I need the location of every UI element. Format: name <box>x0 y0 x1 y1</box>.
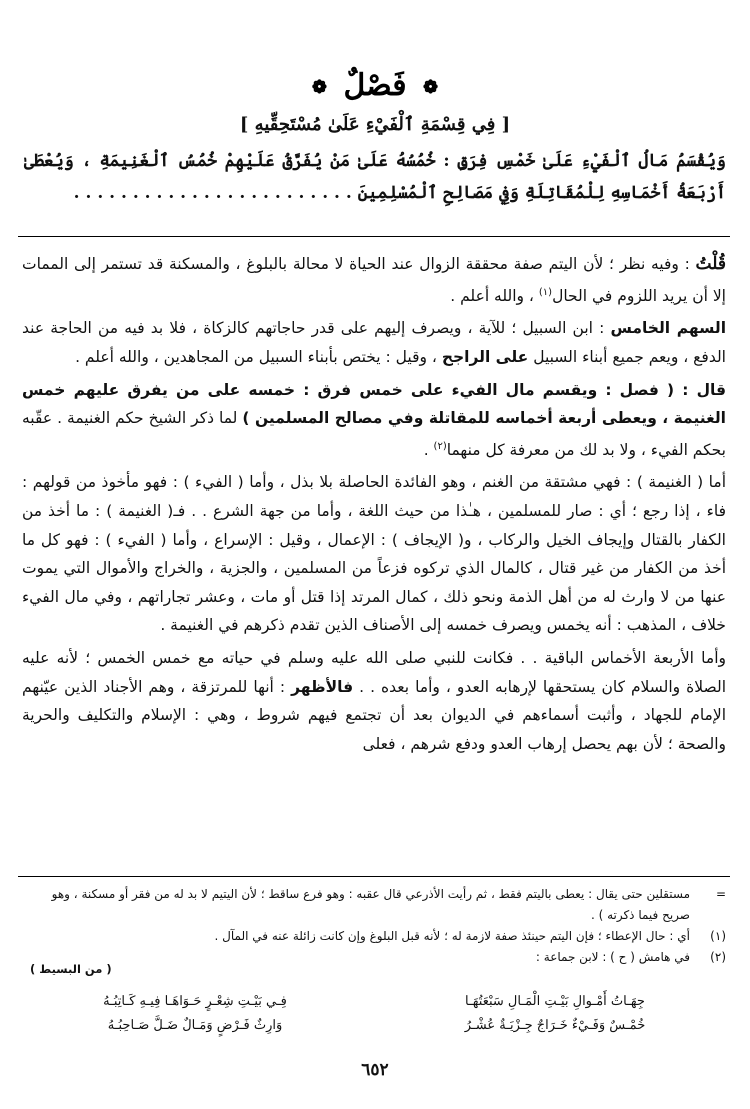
paragraph-text: ، وقيل : يختص بأبناء السبيل من المجاهدين ، والله أعلم . <box>75 347 442 366</box>
poem <box>40 990 710 1038</box>
footnote-text: مستقلين حتى يقال : يعطى باليتم فقط ، ثم رأيت الأذرعي قال عقبه : وهو فرع ساقط ؛ لأن اليتيم لا بد له من فقر أو مسكنة ، وهو صريح فيما ذكرته ) . <box>51 887 690 922</box>
poem-hemistich: فِـي بَيْـتِ شِعْـرٍ حَـوَاهَـا فِيـهِ كَـاتِبُـهُ <box>103 994 287 1009</box>
paragraph-text: . <box>423 440 434 459</box>
footnote-1 <box>22 926 726 947</box>
paragraph-lead: السهم الخامس <box>610 319 727 338</box>
footnote-text: في هامش ( ح ) : لابن جماعة : <box>535 950 690 964</box>
ornament-icon: ❁ <box>311 76 327 98</box>
commentary-paragraph <box>22 376 726 465</box>
paragraph-text: لما ذكر الشيخ حكم الغنيمة . عقّبه بحكم الفيء ، ولا بد لك من معرفة كل منهما <box>22 409 726 459</box>
paragraph-text: : ابن السبيل ؛ للآية ، ويصرف إليهم على قدر حاجاتهم كالزكاة ، فلا بد فيه من الحاجة عند الدفع ، ويعم جميع أبناء السبيل <box>22 319 726 366</box>
chapter-heading <box>0 68 750 103</box>
paragraph-text: أما ( الغنيمة ) : فهي مشتقة من الغنم ، وهو الفائدة الحاصلة بلا بذل ، وأما ( الفيء ) : فهو مأخوذ من قولهم : فاء ، إذا رجع ؛ أي : صار للمسلمين ، هـٰذا من حيث اللغة ، وأما من جهة الشرع . . فـ( الغنيمة ) : ما أخذ من الكفار بالقتال وإيجاف الخيل والركاب ، و( الإيجاف ) : الإعمال ، وقيل : الإسراع ، وأما ( الفيء ) : فهو كل ما أخذ من الكفار من غير قتال ، كالمال الذي تركوه فزعاً من المسلمين ، والجزية ، والخراج والأموال التي يموت عنها من لا وارث له من أهل الذمة ونحو ذلك ، كمال المرتد إذا قتل أو مات ، وعشر تجاراتهم ، وفي مال الفيء خلاف ، المذهب : أنه يخمس ويصرف خمسه إلى الأصناف الذين تقدم ذكرهم في الغنيمة . <box>22 473 726 635</box>
quoted-matn: قال : ( فصل : ويقسم مال الفيء على خمس فرق : خمسه على من يفرق عليهم خمس الغنيمة ، ويعطى أربعة أخماسه للمقاتلة وفي مصالح المسلمين ) <box>22 380 726 428</box>
footnote-number: (١) <box>710 929 726 943</box>
footnote-text: أي : حال الإعطاء ؛ فإن اليتم حينئذ صفة لازمة له ؛ لأنه قبل البلوغ وإن كانت زائلة عنه في المآل . <box>214 929 690 943</box>
poem-hemistich: خُمْـسٌ وَفَـيْءٌ خَـرَاجٌ جِـزْيَـةٌ عُشْـرُ <box>464 1018 646 1033</box>
ornament-icon: ❁ <box>422 76 439 98</box>
section-divider <box>18 236 730 237</box>
poem-line <box>40 1014 710 1038</box>
emphasis-text: على الراجح <box>441 347 529 366</box>
poem-hemistich: وَارِثٌ فَـرْضٍ وَمَـالٌ ضَـلَّ صَـاحِبُـهُ <box>107 1018 283 1033</box>
commentary-paragraph <box>22 250 726 310</box>
poem-meter-label: ( من البسيط ) <box>30 962 112 976</box>
main-text-body: وَيُقْسَمُ مَالُ ٱلْفَيْءِ عَلَىٰ خَمْسِ فِرَقٍ : خُمُسُهُ عَلَىٰ مَنْ يُفَرَّقُ عَلَيْهِمْ خُمُسُ ٱلْغَنِيمَةِ ، وَيُعْطَىٰ أَرْبَعَةُ أَخْمَاسِهِ لِلْمُقَاتِلَةِ وَفِي مَصَالِحِ ٱلْمُسْلِمِينَ <box>24 151 726 203</box>
footnote-2 <box>22 947 726 968</box>
footnote-continuation <box>22 884 726 926</box>
footnote-ref[interactable]: (١) <box>538 286 553 298</box>
qultu-label: قُلْتُ <box>695 254 726 274</box>
paragraph-text: : أنها للمرتزقة ، وهم الأجناد الذين عيّنهم الإمام للجهاد ، وأثبت أسماءهم في الديوان بعد أن تجتمع فيهم شروط ، وهي : الإسلام والتكليف والحرية والصحة ؛ لأن بهم يحصل إرهاب العدو ودفع شرهم ، فعلى <box>22 677 726 753</box>
commentary-paragraph <box>22 314 726 371</box>
poem-line <box>40 990 710 1014</box>
paragraph-text: : وفيه نظر ؛ لأن اليتم صفة محققة الزوال عند الحياة لا محالة بالبلوغ ، والمسكنة قد تستمر إلى الممات إلا أن يريد اللزوم في الحال <box>22 255 726 305</box>
chapter-heading-text: فَصْلٌ <box>343 68 407 103</box>
footnote-divider <box>18 876 730 877</box>
commentary-paragraph <box>22 644 726 758</box>
commentary-paragraph <box>22 468 726 640</box>
paragraph-text: وأما الأربعة الأخماس الباقية . . فكانت للنبي صلى الله عليه وسلم في حياته مع خمس الخمس ؛ لأنه عليه الصلاة والسلام كان يستحقها لإرهابه العدو ، وأما بعده . . <box>22 649 727 696</box>
page-number: ٦٥٢ <box>361 1060 389 1080</box>
footnotes <box>22 884 726 968</box>
paragraph-text: ، والله أعلم . <box>450 286 539 305</box>
footnote-number: (٢) <box>710 950 726 964</box>
continuation-mark: = <box>715 887 726 901</box>
main-text-dots: . . . . . . . . . . . . . . . . . . . . . . . . <box>73 183 352 203</box>
commentary <box>22 250 726 762</box>
poem-hemistich: جِهَـاتُ أَمْـوالِ بَيْـتِ الْمَـالِ سَبْعَتُهَـا <box>465 994 645 1009</box>
main-text <box>24 145 726 209</box>
footnote-ref[interactable]: (٢) <box>433 440 447 452</box>
chapter-subtitle: [ فِي قِسْمَةِ ٱلْفَيْءِ عَلَىٰ مُسْتَحِقِّيهِ ] <box>239 114 511 135</box>
emphasis-text: فالأظهر <box>291 677 354 696</box>
